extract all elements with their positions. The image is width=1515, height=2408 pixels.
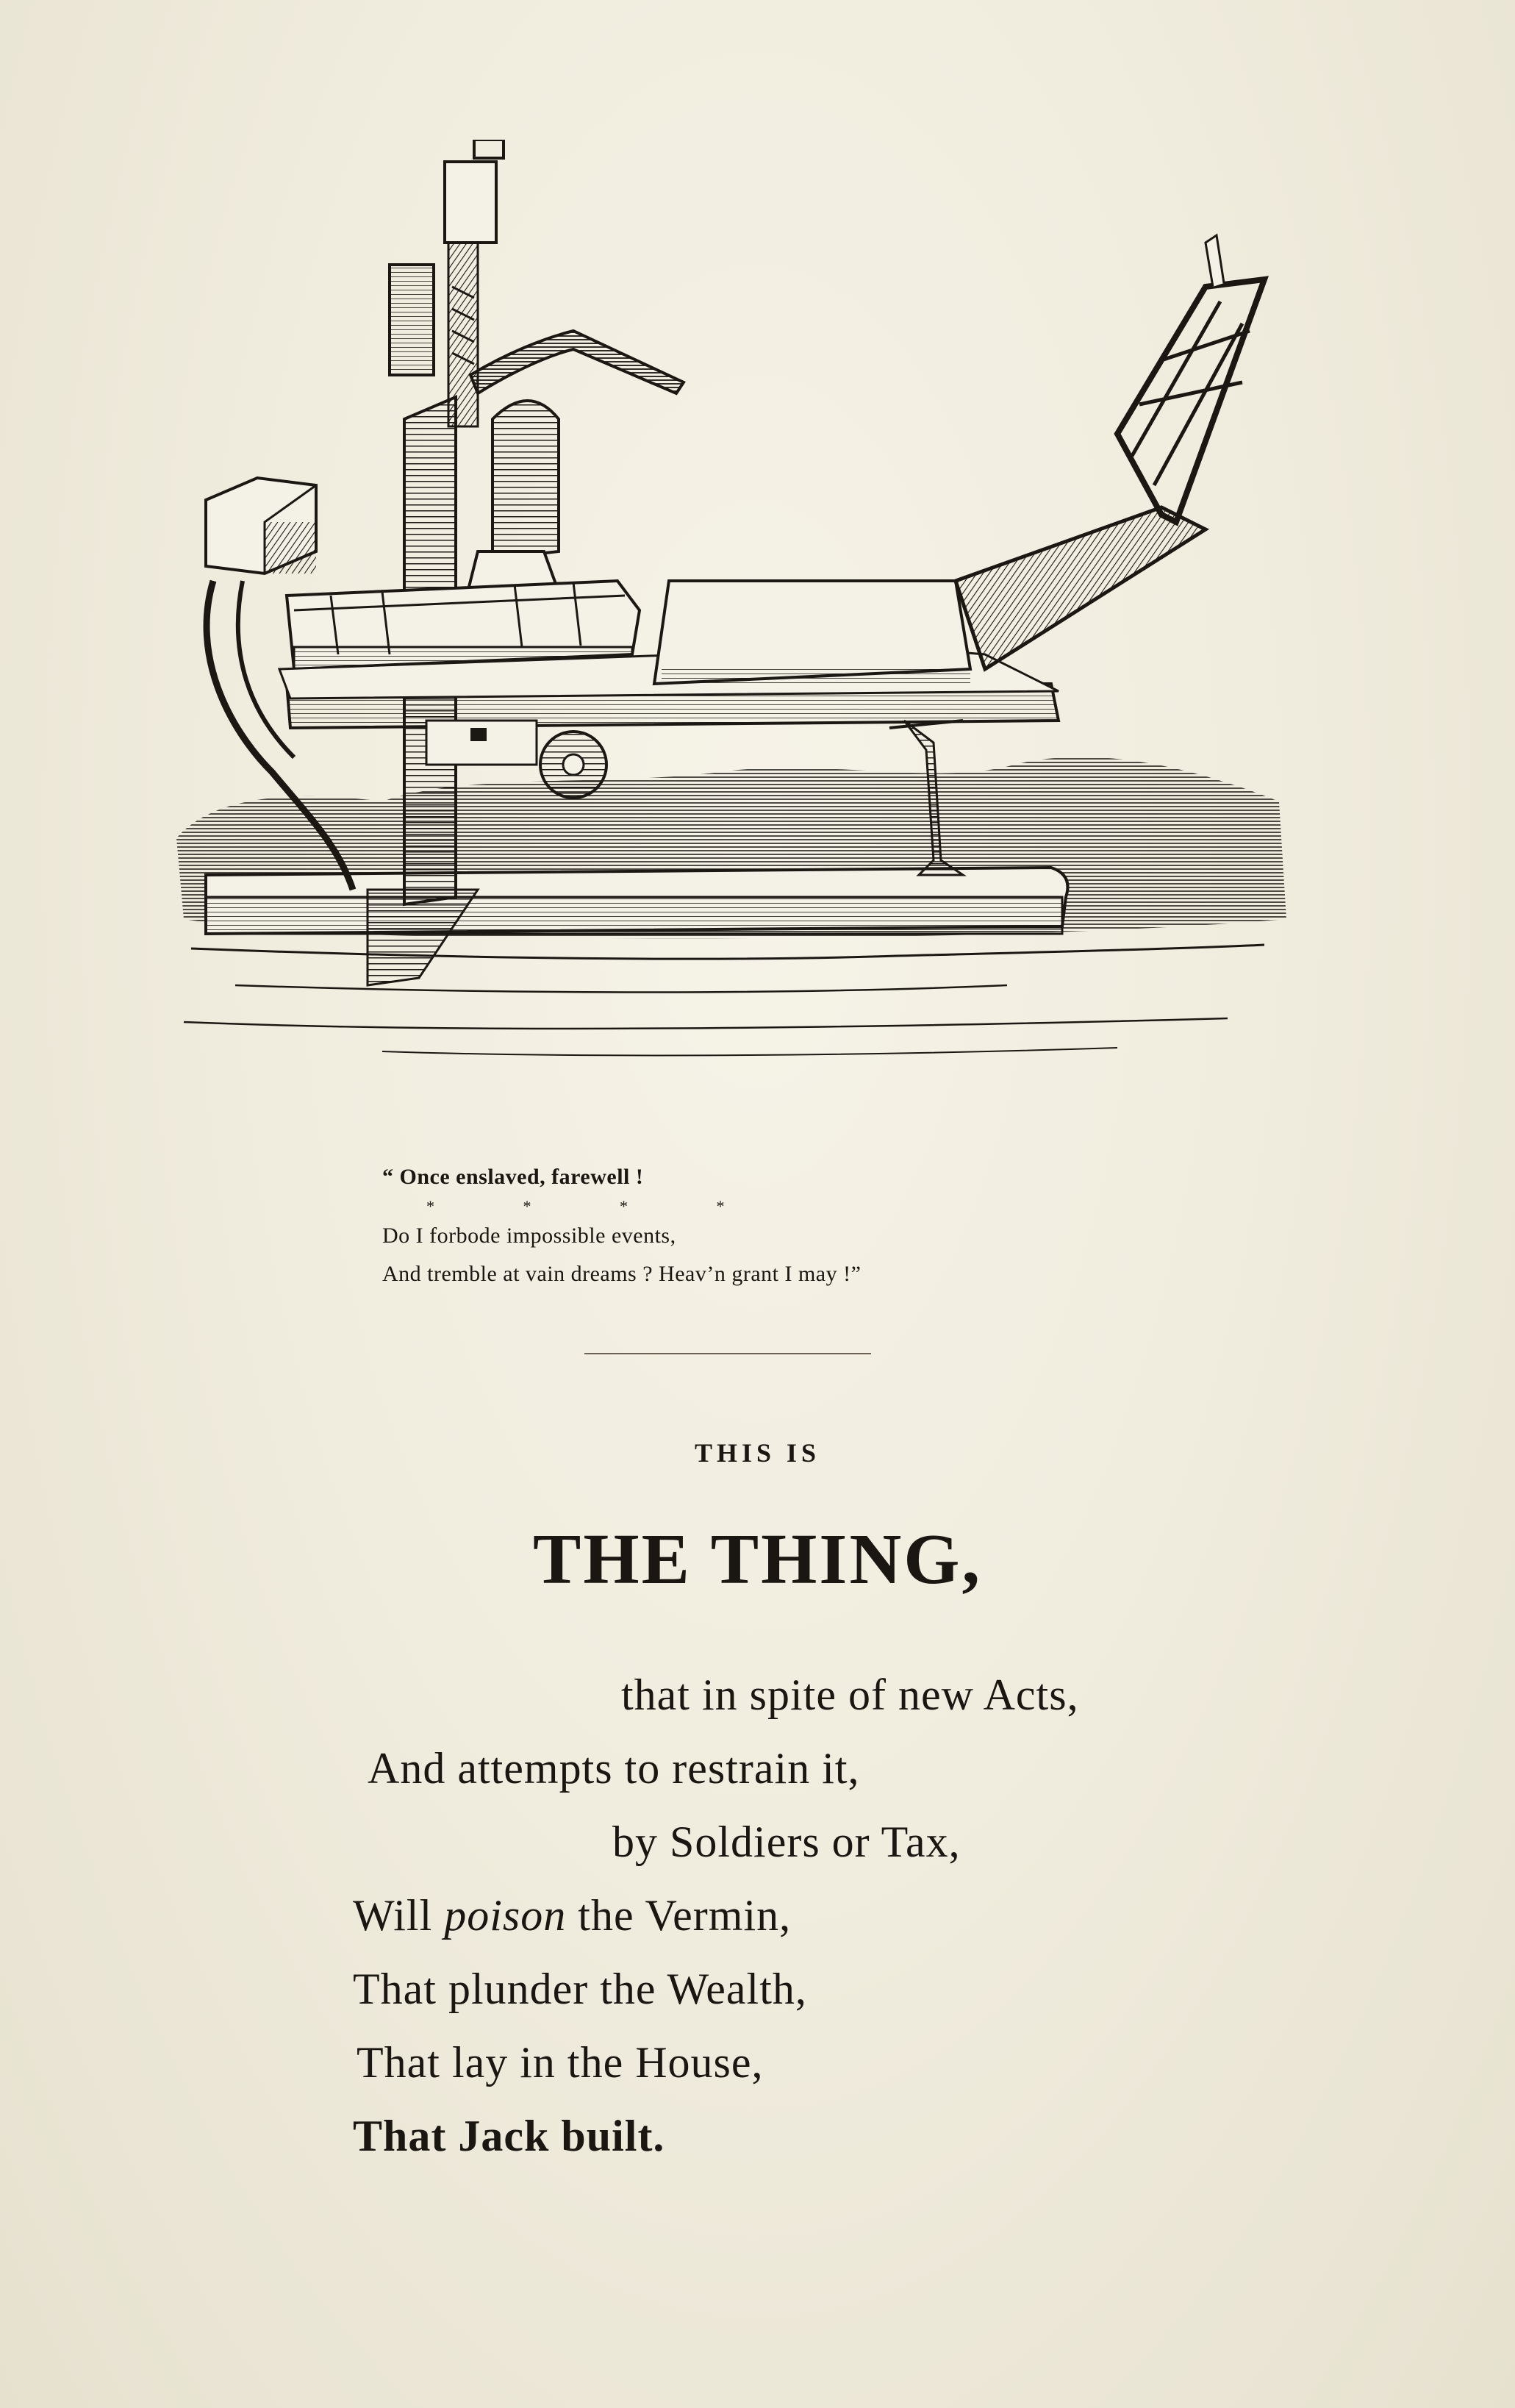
verse-line-7: That Jack built. bbox=[353, 2112, 665, 2160]
star-mark: * bbox=[716, 1197, 725, 1215]
epigraph-line-3: And tremble at vain dreams ? Heav’n grant I may !” bbox=[382, 1262, 862, 1286]
subheading-this-is: THIS IS bbox=[694, 1438, 821, 1468]
star-mark: * bbox=[426, 1197, 435, 1215]
star-mark: * bbox=[620, 1197, 628, 1215]
printing-press-engraving bbox=[162, 140, 1294, 1096]
verse-line-4-start: Will bbox=[353, 1891, 445, 1940]
verse-line-2: And attempts to restrain it, bbox=[368, 1744, 860, 1793]
verse-line-4 bbox=[353, 1891, 792, 1940]
horizontal-divider bbox=[584, 1353, 871, 1354]
star-mark: * bbox=[523, 1197, 531, 1215]
verse-line-3: by Soldiers or Tax, bbox=[612, 1818, 961, 1866]
epigraph-line-1: “ Once enslaved, farewell ! bbox=[382, 1165, 644, 1189]
verse-line-4-italic: poison bbox=[444, 1891, 567, 1940]
epigraph-ellipsis-stars bbox=[382, 1196, 1117, 1217]
page-title: THE THING, bbox=[533, 1520, 982, 1599]
verse-line-1: that in spite of new Acts, bbox=[621, 1671, 1079, 1719]
verse-line-6: That lay in the House, bbox=[357, 2038, 764, 2087]
verse-line-4-end: the Vermin, bbox=[566, 1891, 792, 1940]
epigraph-line-2: Do I forbode impossible events, bbox=[382, 1223, 676, 1248]
epigraph bbox=[382, 1158, 1117, 1293]
verse-line-5: That plunder the Wealth, bbox=[353, 1965, 807, 2013]
